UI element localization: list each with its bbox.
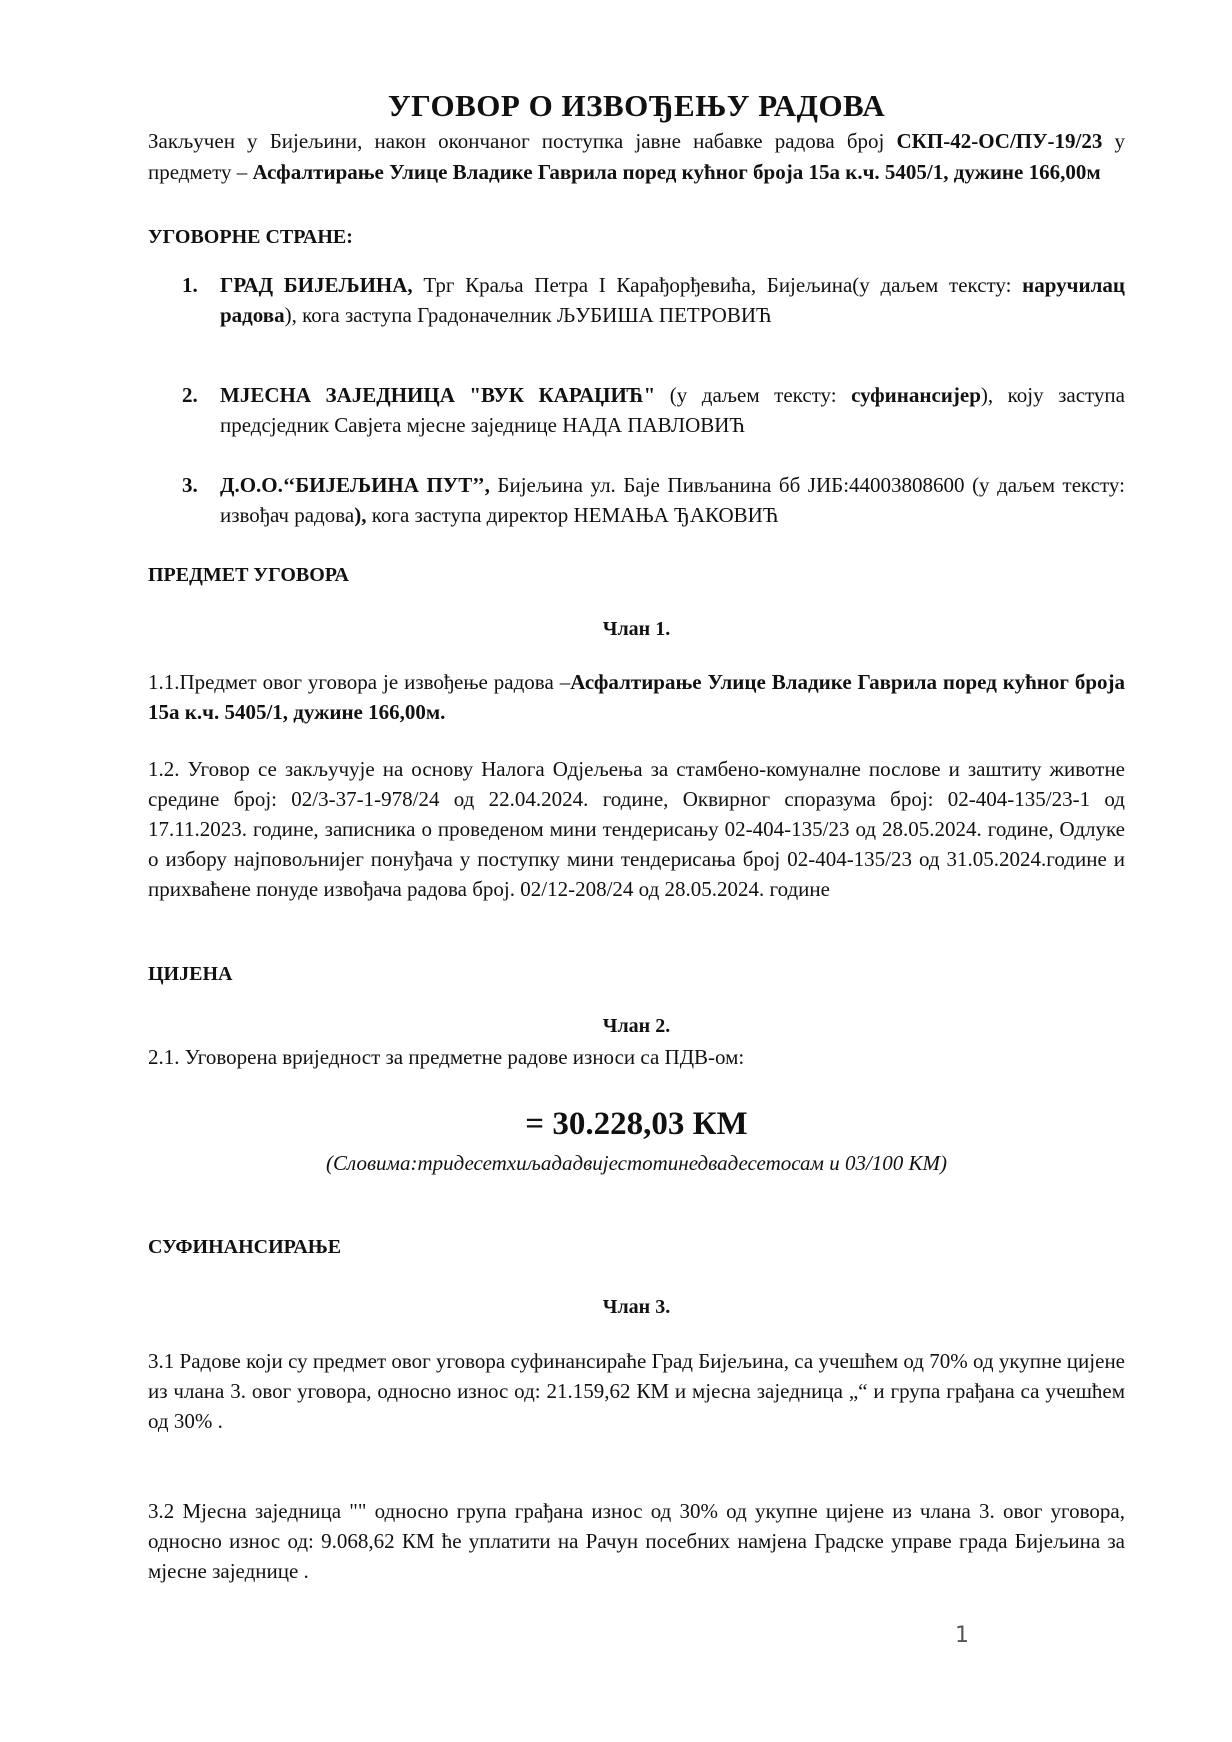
clause-text: 1.1.Предмет овог уговора је извођење радова – xyxy=(148,670,571,694)
works-subject: Асфалтирање Улице Владике Гаврила поред кућног броја 15а к.ч. 5405/1, дужине 166,00м xyxy=(252,160,1101,184)
clause-1-2: 1.2. Уговор се закључује на основу Налога Одјељења за стамбено-комуналне послове и заштиту животне средине број: 02/3-37-1-978/24 од 22.04.2024. године, Оквирног споразума број: 02-404-135/23-1 од 17.11.2023. године, записника о проведеном мини тендерисању 02-404-135/23 од 28.05.2024. године, Одлуке о избору најповољнијег понуђача у поступку мини тендерисања број 02-404-135/23 од 31.05.2024.године и прихваћене понуде извођача радова број. 02/12-208/24 од 28.05.2024. године xyxy=(148,757,1125,901)
party-name: ГРАД БИЈЕЉИНА, xyxy=(220,273,413,297)
party-text: (у даљем тексту: xyxy=(655,383,852,407)
contract-amount: = 30.228,03 КМ xyxy=(525,1106,748,1142)
subject-heading: ПРЕДМЕТ УГОВОРА xyxy=(148,564,349,586)
cofinancing-heading: СУФИНАНСИРАЊЕ xyxy=(148,1236,342,1258)
clause-1-1 xyxy=(148,667,1125,727)
party-number: 3. xyxy=(182,473,198,497)
price-heading: ЦИЈЕНА xyxy=(148,963,233,985)
party-text: Трг Краља Петра I Карађорђевића, Бијељина(у даљем тексту: xyxy=(412,273,1023,297)
party-representative: кога заступа директор НЕМАЊА ЂАКОВИЋ xyxy=(366,503,779,527)
clause-2-1: 2.1. Уговорена вриједност за предметне радове износи са ПДВ-ом: xyxy=(148,1045,745,1069)
party-number: 1. xyxy=(182,273,198,297)
intro-paragraph xyxy=(148,126,1125,188)
article-1-heading: Члан 1. xyxy=(602,618,671,640)
party-role: ), xyxy=(354,503,367,527)
page-number: 1 xyxy=(955,1623,969,1648)
party-representative: ), кога заступа Градоначелник ЉУБИША ПЕТРОВИЋ xyxy=(284,303,772,327)
procurement-number: СКП-42-ОС/ПУ-19/23 xyxy=(896,129,1103,153)
party-role: суфинансијер xyxy=(851,383,981,407)
party-number: 2. xyxy=(182,383,198,407)
clause-subject: Асфалтирање Улице Владике Гаврила поред кућног броја 15а к.ч. 5405/1, дужине 166,00м. xyxy=(148,670,1125,724)
intro-text-2: у предмету – xyxy=(148,129,1126,184)
document-title: УГОВОР О ИЗВОЂЕЊУ РАДОВА xyxy=(387,88,886,123)
clause-3-2: 3.2 Мјесна заједница "" односно група грађана износ од 30% од укупне цијене из члана 3. овог уговора, односно износ од: 9.068,62 КМ ће уплатити на Рачун посебних намјена Градске управе града Бијељина за мјесне заједнице . xyxy=(148,1499,1125,1583)
contract-page xyxy=(148,0,1125,1742)
party-representative: ), коју заступа предсједник Савјета мјесне заједнице НАДА ПАВЛОВИЋ xyxy=(220,383,1125,437)
party-name: Д.О.О.‘‘БИЈЕЉИНА ПУТ’’, xyxy=(220,473,490,497)
parties-heading: УГОВОРНЕ СТРАНЕ: xyxy=(148,226,353,248)
party-item-3 xyxy=(182,470,1125,530)
article-3-heading: Члан 3. xyxy=(602,1296,671,1318)
amount-in-words: (Словима:тридесетхиљададвијестотинедвадесетосам и 03/100 КМ) xyxy=(326,1151,947,1175)
intro-text-1: Закључен у Бијељини, након окончаног поступка јавне набавке радова број xyxy=(148,129,897,153)
party-item-1 xyxy=(182,270,1125,330)
party-text: Бијељина ул. Баје Пивљанина бб ЈИБ:44003808600 (у даљем тексту: извођач радова xyxy=(220,473,1125,527)
clause-3-1: 3.1 Радове који су предмет овог уговора суфинансираће Град Бијељина, са учешћем од 70% од укупне цијене из члана 3. овог уговора, односно износ од: 21.159,62 КМ и мјесна заједница „“ и група грађана са учешћем од 30% . xyxy=(148,1349,1125,1433)
party-role: наручилац радова xyxy=(220,273,1125,327)
article-2-heading: Члан 2. xyxy=(602,1015,671,1037)
party-name: МЈЕСНА ЗАЈЕДНИЦА "ВУК КАРАЏИЋ" xyxy=(220,383,656,407)
party-item-2 xyxy=(182,380,1125,440)
